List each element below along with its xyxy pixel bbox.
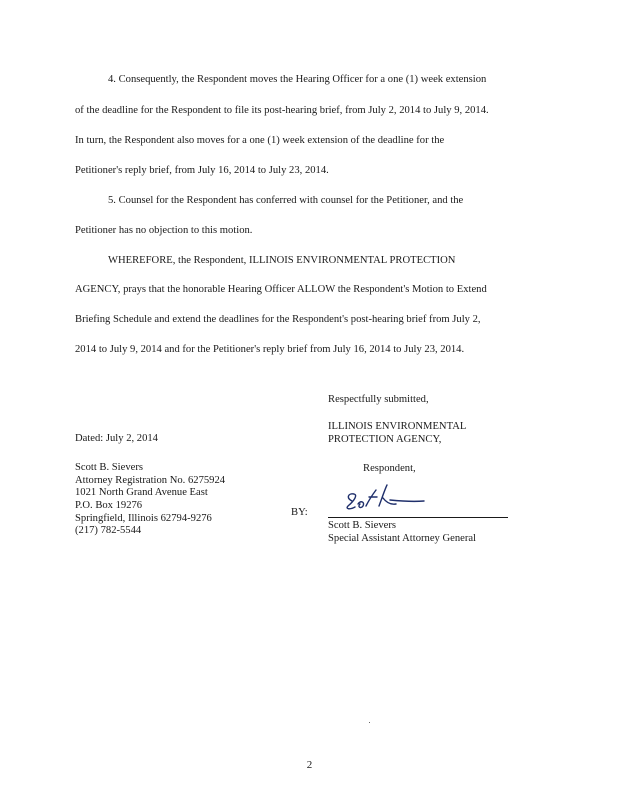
paragraph-4-line: 4. Consequently, the Respondent moves the Hearing Officer for a one (1) week extension — [108, 74, 487, 85]
paragraph-4-line: Petitioner's reply brief, from July 16, 2014 to July 23, 2014. — [75, 165, 329, 176]
attorney-line: P.O. Box 19276 — [75, 500, 143, 512]
date-line: Dated: July 2, 2014 — [75, 433, 158, 444]
page-number: 2 — [306, 759, 313, 771]
paragraph-4-line: of the deadline for the Respondent to file its post-hearing brief, from July 2, 2014 to July 9, 2014. — [75, 105, 489, 116]
respondent-label: Respondent, — [363, 463, 416, 474]
wherefore-line: Briefing Schedule and extend the deadlines for the Respondent's post-hearing brief from July 2, — [75, 314, 481, 325]
attorney-line: (217) 782-5544 — [75, 525, 142, 537]
agency-name — [328, 421, 466, 446]
agency-line: ILLINOIS ENVIRONMENTAL — [328, 421, 467, 432]
paragraph-5-line: 5. Counsel for the Respondent has conferred with counsel for the Petitioner, and the — [108, 195, 464, 206]
signer-title: Special Assistant Attorney General — [328, 532, 476, 544]
wherefore-line: 2014 to July 9, 2014 and for the Petitioner's reply brief from July 16, 2014 to July 23, 2014. — [75, 344, 465, 355]
wherefore-line: AGENCY, prays that the honorable Hearing Officer ALLOW the Respondent's Motion to Extend — [75, 284, 487, 295]
signer-block — [328, 520, 476, 545]
wherefore-line: WHEREFORE, the Respondent, ILLINOIS ENVIRONMENTAL PROTECTION — [108, 255, 456, 266]
attorney-line: 1021 North Grand Avenue East — [75, 487, 208, 499]
attorney-line: Scott B. Sievers — [75, 462, 143, 473]
respectfully-submitted: Respectfully submitted, — [328, 394, 429, 405]
attorney-line: Attorney Registration No. 6275924 — [75, 474, 226, 486]
paragraph-4-line: In turn, the Respondent also moves for a one (1) week extension of the deadline for the — [75, 135, 445, 146]
agency-line: PROTECTION AGENCY, — [328, 433, 442, 445]
scan-speck — [369, 722, 370, 723]
paragraph-5-line: Petitioner has no objection to this motion. — [75, 225, 253, 236]
signer-name: Scott B. Sievers — [328, 520, 396, 531]
handwritten-signature — [338, 480, 428, 520]
signature-line — [328, 517, 508, 518]
attorney-block — [75, 462, 225, 538]
by-label: BY: — [291, 507, 308, 518]
attorney-line: Springfield, Illinois 62794-9276 — [75, 512, 212, 524]
